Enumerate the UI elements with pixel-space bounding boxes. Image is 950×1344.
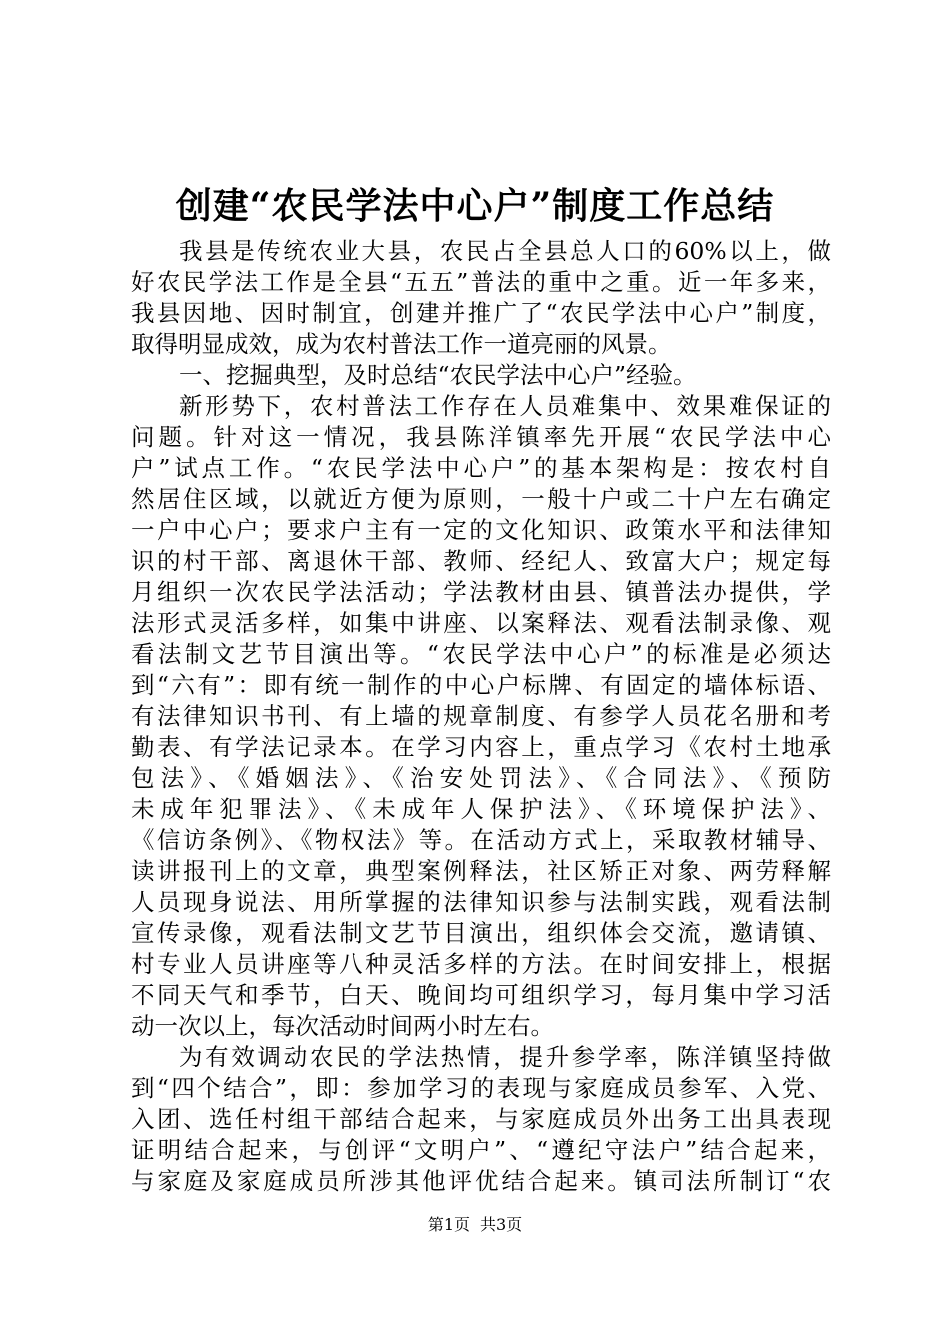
section-heading: 一、挖掘典型，及时总结“农民学法中心户”经验。 — [179, 361, 697, 389]
text-line: 《信访条例》、《物权法》等。在活动方式上，采取教材辅导、 — [131, 826, 831, 854]
page-footer — [0, 1214, 950, 1236]
text-line: 法形式灵活多样，如集中讲座、以案释法、观看法制录像、观 — [131, 609, 831, 637]
text-line: 好农民学法工作是全县“五五”普法的重中之重。近一年多来， — [131, 268, 831, 296]
text-line: 包法》、《婚姻法》、《治安处罚法》、《合同法》、《预防 — [131, 764, 831, 792]
text-line: 取得明显成效，成为农村普法工作一道亮丽的风景。 — [131, 330, 672, 358]
document-body — [131, 236, 831, 1197]
text-line: 我县因地、因时制宜，创建并推广了“农民学法中心户”制度， — [131, 299, 831, 327]
text-line: 村专业人员讲座等八种灵活多样的方法。在时间安排上，根据 — [131, 950, 831, 978]
text-line: 新形势下，农村普法工作存在人员难集中、效果难保证的 — [179, 392, 831, 420]
text-line: 入团、选任村组干部结合起来，与家庭成员外出务工出具表现 — [131, 1105, 831, 1133]
text-line: 到“六有”：即有统一制作的中心户标牌、有固定的墙体标语、 — [131, 671, 831, 699]
text-line: 有法律知识书刊、有上墙的规章制度、有参学人员花名册和考 — [131, 702, 831, 730]
text-line: 与家庭及家庭成员所涉其他评优结合起来。镇司法所制订“农 — [131, 1167, 831, 1195]
text-line: 未成年犯罪法》、《未成年人保护法》、《环境保护法》、 — [131, 795, 831, 823]
document-title: 创建“农民学法中心户”制度工作总结 — [175, 185, 775, 227]
page-number: 第1页 — [427, 1215, 470, 1234]
text-line: 月组织一次农民学法活动；学法教材由县、镇普法办提供，学 — [131, 578, 831, 606]
text-line: 然居住区域，以就近方便为原则，一般十户或二十户左右确定 — [131, 485, 831, 513]
text-line: 户”试点工作。“农民学法中心户”的基本架构是：按农村自 — [131, 454, 831, 482]
text-line: 问题。针对这一情况，我县陈洋镇率先开展“农民学法中心 — [131, 423, 831, 451]
text-line: 人员现身说法、用所掌握的法律知识参与法制实践，观看法制 — [131, 888, 831, 916]
page-total: 共3页 — [480, 1215, 523, 1234]
text-line: 我县是传统农业大县，农民占全县总人口的60%以上，做 — [179, 237, 831, 265]
text-line: 一户中心户；要求户主有一定的文化知识、政策水平和法律知 — [131, 516, 831, 544]
text-line: 到“四个结合”，即：参加学习的表现与家庭成员参军、入党、 — [131, 1074, 831, 1102]
text-line: 不同天气和季节，白天、晚间均可组织学习，每月集中学习活 — [131, 981, 831, 1009]
text-line: 勤表、有学法记录本。在学习内容上，重点学习《农村土地承 — [131, 733, 831, 761]
text-line: 证明结合起来，与创评“文明户”、“遵纪守法户”结合起来， — [131, 1136, 831, 1164]
text-line: 动一次以上，每次活动时间两小时左右。 — [131, 1012, 554, 1040]
text-line: 为有效调动农民的学法热情，提升参学率，陈洋镇坚持做 — [179, 1043, 831, 1071]
text-line: 读讲报刊上的文章，典型案例释法，社区矫正对象、两劳释解 — [131, 857, 831, 885]
text-line: 宣传录像，观看法制文艺节目演出，组织体会交流，邀请镇、 — [131, 919, 831, 947]
text-line: 看法制文艺节目演出等。“农民学法中心户”的标准是必须达 — [131, 640, 831, 668]
text-line: 识的村干部、离退休干部、教师、经纪人、致富大户；规定每 — [131, 547, 831, 575]
